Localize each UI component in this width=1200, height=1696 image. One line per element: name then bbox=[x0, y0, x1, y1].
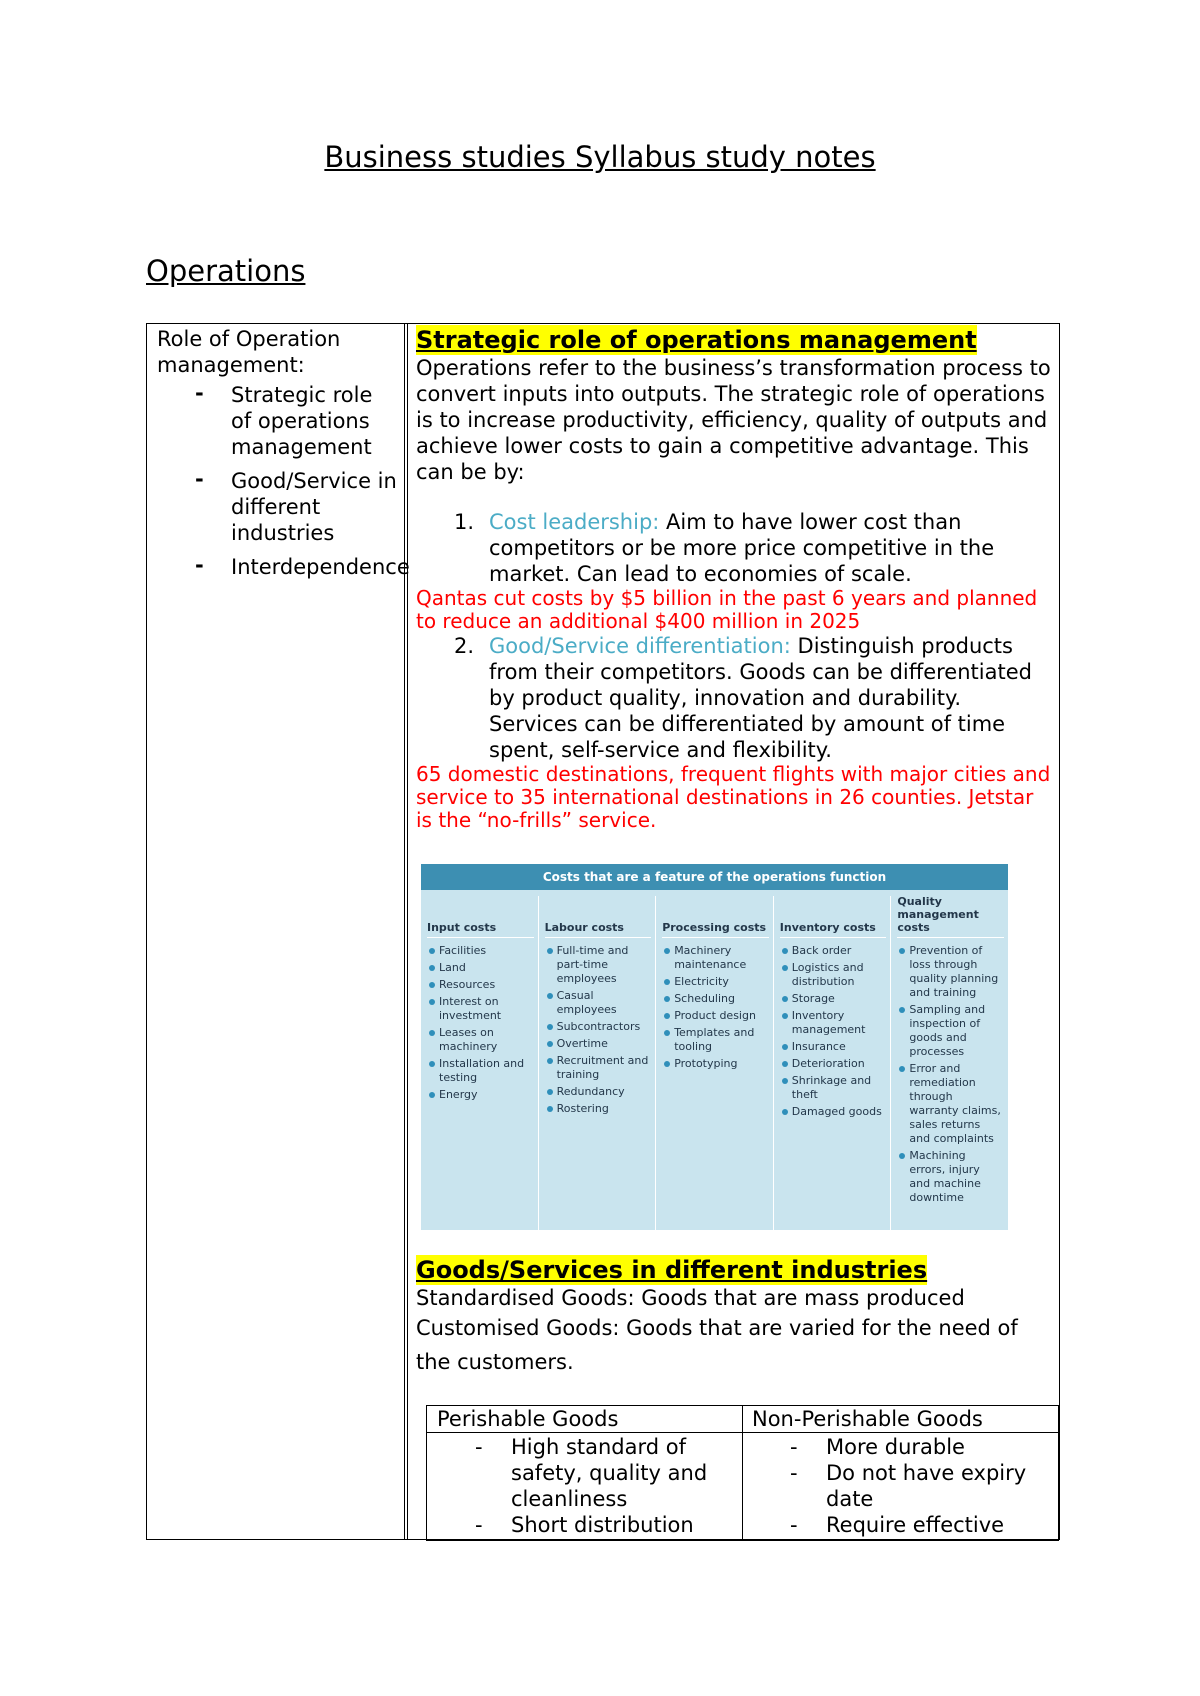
costs-column-header: Input costs bbox=[427, 896, 534, 938]
cost-item: Templates and tooling bbox=[662, 1026, 769, 1054]
example-qantas: Qantas cut costs by $5 billion in the past 6 years and planned to reduce an additional $400 million in 2025 bbox=[416, 586, 1038, 633]
cost-item: Prevention of loss through quality planning and training bbox=[897, 944, 1004, 1000]
cost-item: Machining errors, injury and machine downtime bbox=[897, 1149, 1004, 1205]
cost-item: Full-time and part-time employees bbox=[545, 944, 652, 986]
cost-item: Facilities bbox=[427, 944, 534, 958]
cost-item: Resources bbox=[427, 978, 534, 992]
cost-item: Rostering bbox=[545, 1102, 652, 1116]
costs-column bbox=[538, 896, 656, 1230]
cost-item: Leases on machinery bbox=[427, 1026, 534, 1054]
cost-item: Storage bbox=[780, 992, 887, 1006]
non-perishable-list bbox=[742, 1434, 1052, 1538]
table-header-rule bbox=[427, 1432, 1058, 1433]
costs-figure bbox=[421, 864, 1008, 1230]
strategic-heading: Strategic role of operations management bbox=[416, 326, 977, 354]
costs-column-header: Inventory costs bbox=[780, 896, 887, 938]
list-item: - High standard of safety, quality and cleanliness bbox=[475, 1435, 708, 1511]
costs-column-header: Quality management costs bbox=[897, 896, 1004, 938]
goods-section bbox=[416, 1255, 1052, 1379]
strategy-list bbox=[416, 509, 1052, 832]
goods-table bbox=[426, 1405, 1059, 1541]
customised-goods: Customised Goods: Goods that are varied for the need of the customers. bbox=[416, 1316, 1018, 1374]
section-title: Operations bbox=[146, 254, 306, 288]
cost-item: Back order bbox=[780, 944, 887, 958]
strategy-item-cost-leadership: 1. Cost leadership: Aim to have lower cost than competitors or be more price competitive in the market. Can lead to economies of scale. bbox=[454, 510, 995, 586]
topic-heading: Role of Operation management: bbox=[157, 327, 341, 377]
topic-item: - Interdependence bbox=[195, 553, 410, 579]
cost-item: Land bbox=[427, 961, 534, 975]
cost-item: Product design bbox=[662, 1009, 769, 1023]
standardised-goods: Standardised Goods: Goods that are mass produced bbox=[416, 1286, 965, 1310]
example-jetstar: 65 domestic destinations, frequent flights with major cities and service to 35 international destinations in 26 counties. Jetstar is the “no-frills” service. bbox=[416, 762, 1051, 832]
cost-item: Inventory management bbox=[780, 1009, 887, 1037]
strategy-term: Good/Service differentiation: bbox=[489, 634, 791, 658]
topic-list-cell bbox=[157, 326, 410, 588]
header-perishable: Perishable Goods bbox=[437, 1407, 619, 1431]
strategic-intro: Operations refer to the business’s transformation process to convert inputs into outputs. The strategic role of operations is to increase productivity, efficiency, quality of outputs and achieve lower costs to gain a competitive advantage. This can be by: bbox=[416, 356, 1051, 484]
costs-column bbox=[421, 896, 538, 1230]
cost-item: Energy bbox=[427, 1088, 534, 1102]
cost-item: Damaged goods bbox=[780, 1105, 887, 1119]
cost-item: Logistics and distribution bbox=[780, 961, 887, 989]
cost-item: Error and remediation through warranty claims, sales returns and complaints bbox=[897, 1062, 1004, 1146]
costs-column bbox=[890, 896, 1008, 1230]
topic-item: - Good/Service in different industries bbox=[195, 467, 397, 545]
cost-item: Sampling and inspection of goods and processes bbox=[897, 1003, 1004, 1059]
column-divider bbox=[404, 324, 408, 1539]
cost-item: Deterioration bbox=[780, 1057, 887, 1071]
costs-column bbox=[773, 896, 891, 1230]
costs-column-header: Processing costs bbox=[662, 896, 769, 938]
cost-item: Overtime bbox=[545, 1037, 652, 1051]
strategy-item-differentiation: 2. Good/Service differentiation: Distinguish products from their competitors. Goods can be differentiated by product quality, innovation and durability. Services can be differentiated by amount of time spent, self-service and flexibility. bbox=[454, 634, 1032, 762]
cost-item: Machinery maintenance bbox=[662, 944, 769, 972]
perishable-list bbox=[427, 1434, 727, 1538]
costs-figure-title: Costs that are a feature of the operations function bbox=[421, 864, 1008, 890]
cost-item: Electricity bbox=[662, 975, 769, 989]
cost-item: Insurance bbox=[780, 1040, 887, 1054]
cost-item: Shrinkage and theft bbox=[780, 1074, 887, 1102]
header-non-perishable: Non-Perishable Goods bbox=[752, 1407, 983, 1431]
cost-item: Redundancy bbox=[545, 1085, 652, 1099]
list-item: - Do not have expiry date bbox=[790, 1461, 1027, 1511]
topic-list bbox=[157, 381, 410, 580]
topic-item: - Strategic role of operations management bbox=[195, 381, 373, 459]
cost-item: Scheduling bbox=[662, 992, 769, 1006]
costs-column-header: Labour costs bbox=[545, 896, 652, 938]
document-title: Business studies Syllabus study notes bbox=[324, 140, 876, 174]
notes-cell bbox=[416, 325, 1052, 832]
list-item: - More durable bbox=[790, 1435, 965, 1459]
cost-item: Subcontractors bbox=[545, 1020, 652, 1034]
list-item: - Short distribution bbox=[475, 1513, 694, 1537]
cost-item: Prototyping bbox=[662, 1057, 769, 1071]
strategy-term: Cost leadership: bbox=[489, 510, 660, 534]
cost-item: Installation and testing bbox=[427, 1057, 534, 1085]
list-item: - Require effective bbox=[790, 1513, 1005, 1537]
costs-column bbox=[655, 896, 773, 1230]
cost-item: Recruitment and training bbox=[545, 1054, 652, 1082]
goods-heading: Goods/Services in different industries bbox=[416, 1256, 928, 1284]
costs-columns bbox=[421, 890, 1008, 1230]
cost-item: Interest on investment bbox=[427, 995, 534, 1023]
cost-item: Casual employees bbox=[545, 989, 652, 1017]
